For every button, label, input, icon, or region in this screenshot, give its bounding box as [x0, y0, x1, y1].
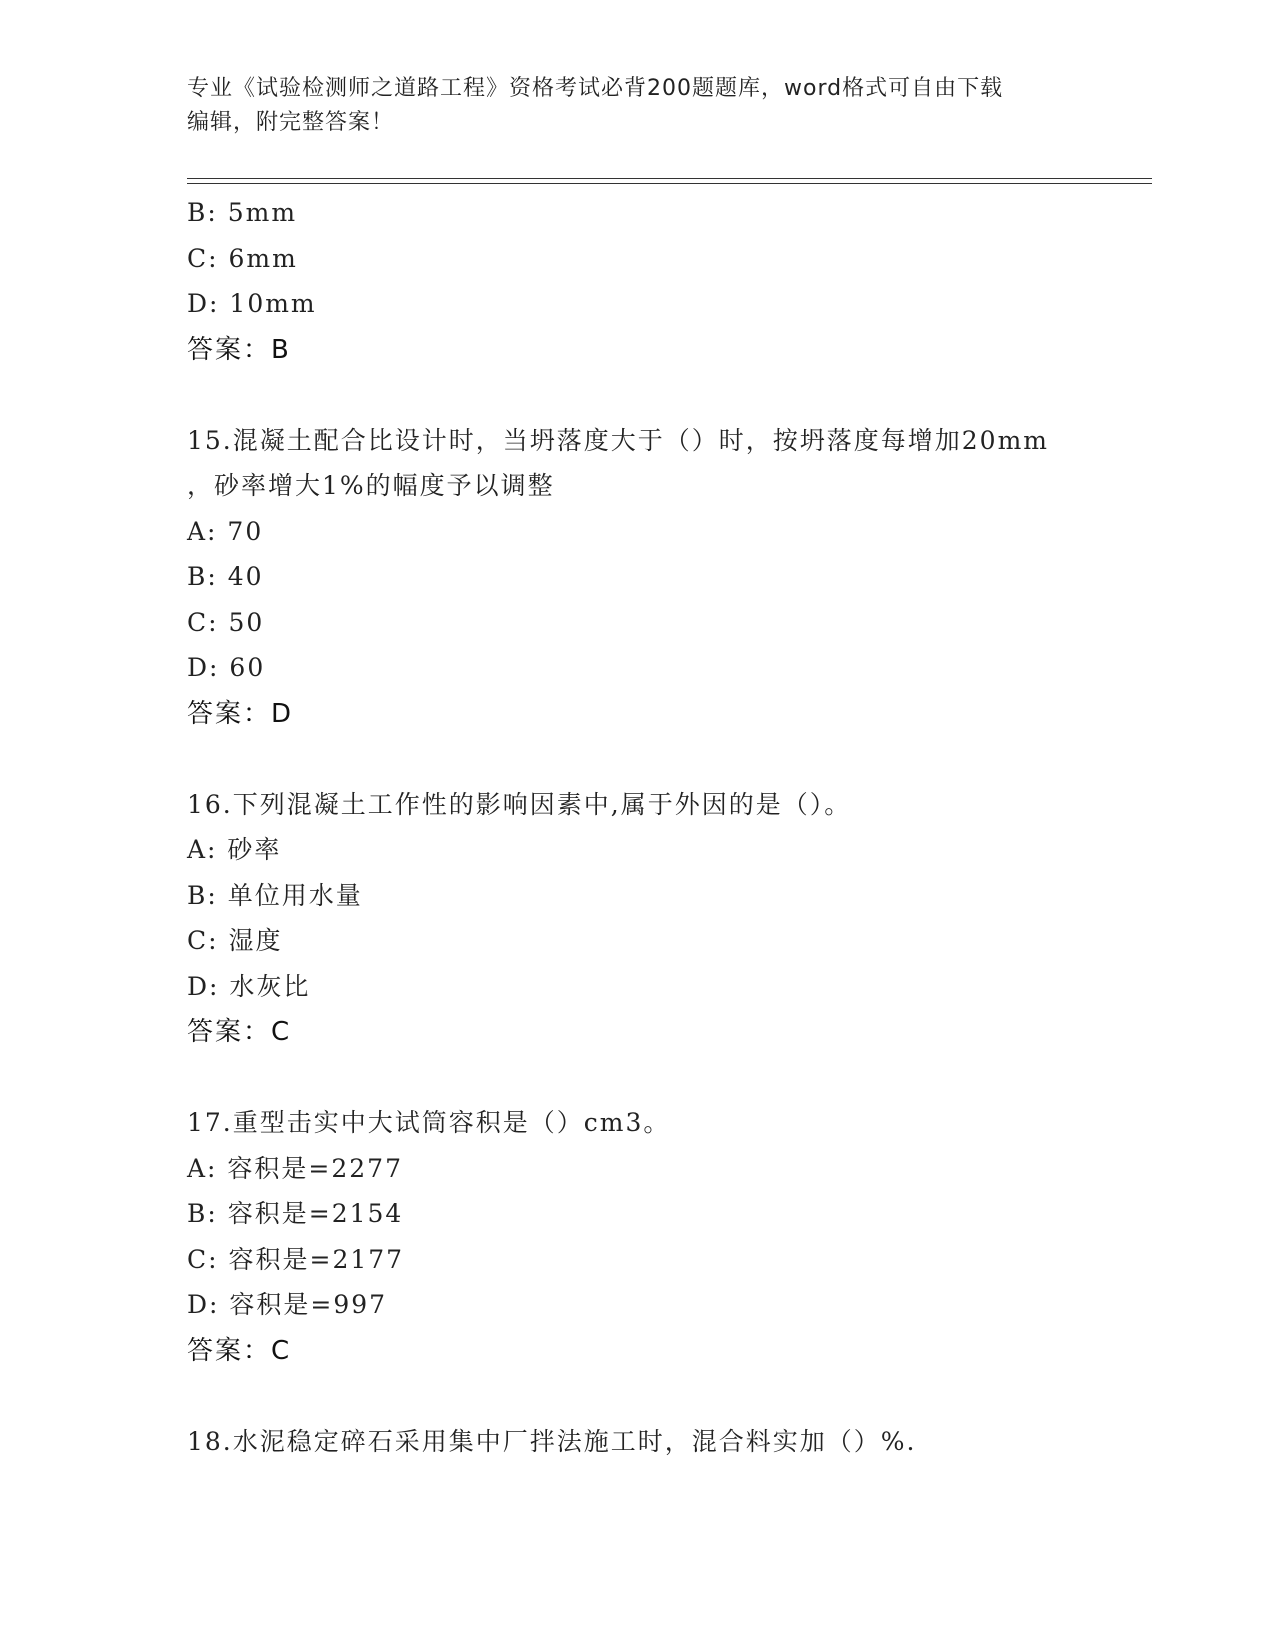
- question-text: 18.水泥稳定碎石采用集中厂拌法施工时，混合料实加（）%.: [187, 1426, 917, 1456]
- option-b: B: 40: [187, 562, 264, 591]
- question-text: 16.下列混凝土工作性的影响因素中,属于外因的是（）。: [187, 789, 852, 819]
- question-16: [187, 782, 1152, 1056]
- option-b: B: 单位用水量: [187, 880, 363, 910]
- question-text-line-1: 15.混凝土配合比设计时，当坍落度大于（）时，按坍落度每增加20mm: [187, 425, 1049, 455]
- answer: 答案：D: [187, 698, 294, 729]
- question-17: [187, 1100, 1152, 1374]
- header-divider-bottom: [187, 183, 1152, 184]
- question-text-line-2: ，砂率增大1%的幅度予以调整: [187, 471, 555, 500]
- question-text: 17.重型击实中大试筒容积是（）cm3。: [187, 1108, 671, 1137]
- header-line-2: 编辑，附完整答案！: [187, 110, 395, 135]
- answer: 答案：C: [187, 1017, 292, 1047]
- header-divider-top: [187, 178, 1152, 179]
- option-c: C: 容积是=2177: [187, 1244, 405, 1274]
- option-c: C: 6mm: [187, 243, 298, 273]
- option-c: C: 湿度: [187, 926, 283, 955]
- question-18: [187, 1419, 1152, 1465]
- option-b: B: 5mm: [187, 198, 298, 227]
- option-d: D: 容积是=997: [187, 1290, 388, 1319]
- option-a: A: 70: [187, 516, 264, 546]
- option-d: D: 水灰比: [187, 971, 311, 1001]
- option-a: A: 容积是=2277: [187, 1153, 403, 1183]
- option-b: B: 容积是=2154: [187, 1199, 404, 1228]
- answer: 答案：B: [187, 334, 291, 365]
- document-header: [187, 72, 1067, 140]
- answer: 答案：C: [187, 1335, 292, 1366]
- option-d: D: 10mm: [187, 289, 317, 318]
- document-body: [187, 190, 1152, 1464]
- question-14-fragment: [187, 190, 1152, 373]
- option-c: C: 50: [187, 607, 265, 637]
- option-a: A: 砂率: [187, 835, 282, 864]
- header-line-1: 专业《试验检测师之道路工程》资格考试必背200题题库，word格式可自由下载: [187, 76, 1004, 101]
- option-d: D: 60: [187, 653, 266, 682]
- question-15: [187, 418, 1152, 737]
